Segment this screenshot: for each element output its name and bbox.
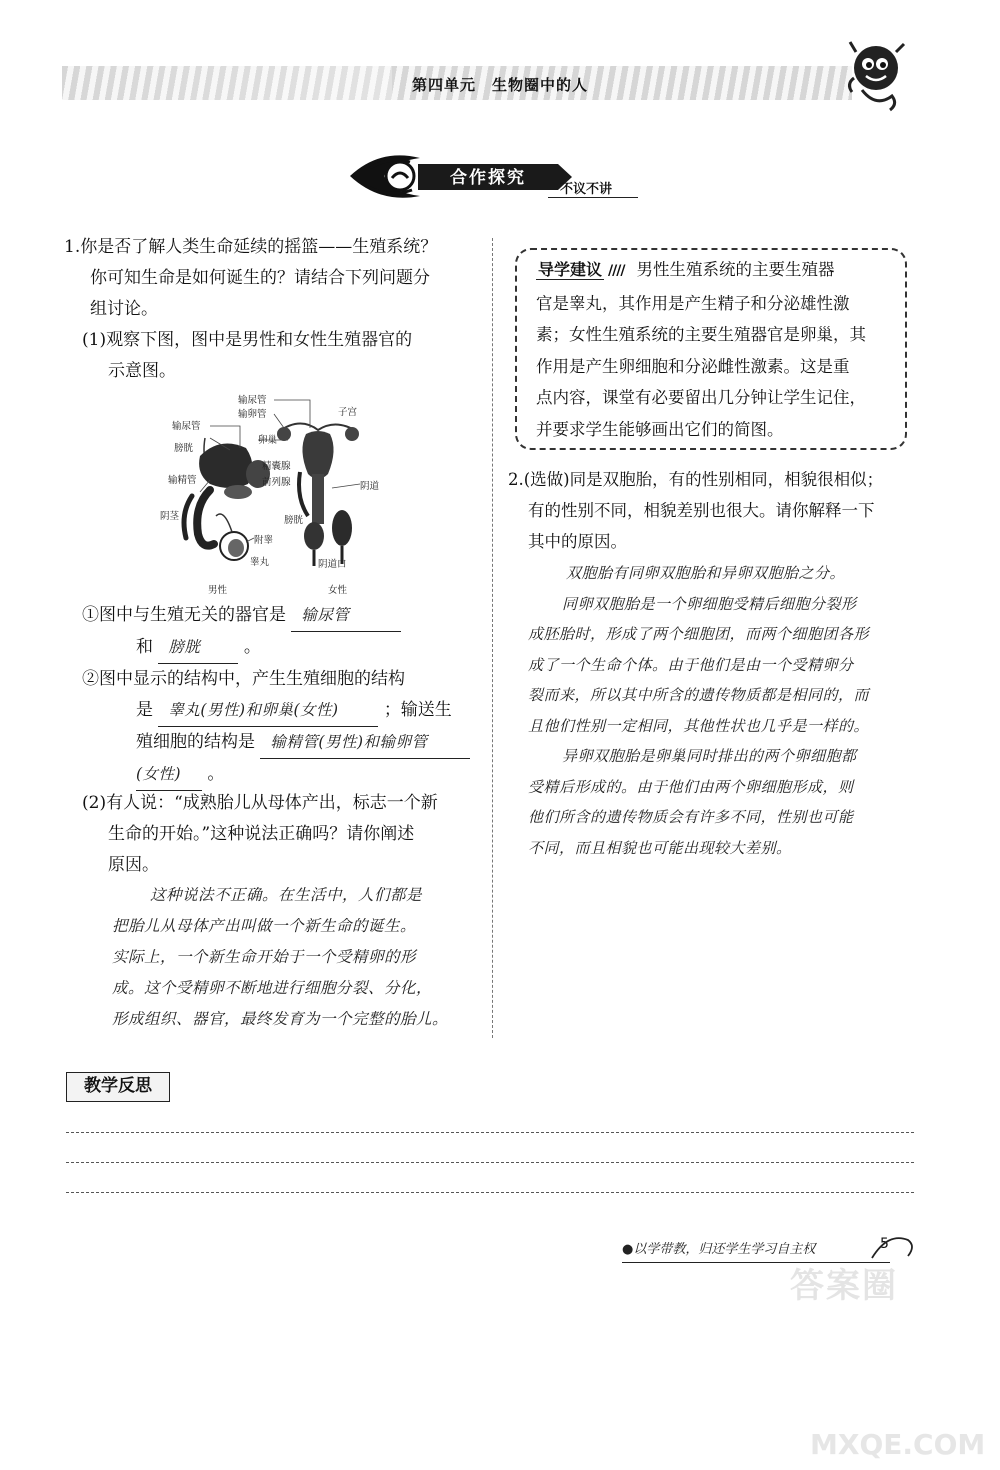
q2-answer (528, 558, 918, 863)
suggestion-text-1: 男性生殖系统的主要生殖器 (636, 260, 835, 279)
label-testis: 睾丸 (250, 557, 270, 568)
label-prostate: 前列腺 (262, 477, 291, 488)
label-vagina: 阴道 (360, 481, 380, 492)
label-bladder-left: 膀胱 (174, 443, 194, 454)
answer-line-5: 形成组织、器官，最终发育为一个完整的胎儿。 (112, 1010, 449, 1028)
watermark-logo: 答案圈 (790, 1266, 898, 1306)
answer-line-2: 把胎儿从母体产出叫做一个新生命的诞生。 (112, 917, 417, 935)
sub2-line-3 (82, 727, 482, 759)
q2-answer-line-2: 同卵双胞胎是一个卵细胞受精后细胞分裂形 (562, 594, 857, 613)
label-oviduct: 输卵管 (238, 409, 267, 420)
sub2-answer-2b: (女性) (136, 759, 202, 791)
reproductive-organs-diagram (150, 388, 410, 598)
q2-answer-line-1: 双胞胎有同卵双胞胎和异卵双胞胎之分。 (566, 564, 846, 582)
footer-slogan: ●以学带教，归还学生学习自主权 (622, 1242, 816, 1257)
suggestion-line-4: 作用是产生卵细胞和分泌雌性激素。这是重 (536, 356, 850, 376)
q1-part1-line-1: (1)观察下图，图中是男性和女性生殖器官的 (82, 330, 413, 350)
label-ureter-left: 输尿管 (172, 421, 201, 432)
sub2-line-2 (82, 695, 482, 727)
sub2-is: 是 (136, 700, 153, 720)
reflection-line-3 (66, 1192, 914, 1193)
sub2-line-4 (82, 759, 482, 791)
q1-part2-line-1: (2)有人说：“成熟胎儿从母体产出，标志一个新 (82, 793, 438, 813)
label-bladder-right: 膀胱 (284, 515, 304, 526)
watermark-url: MXQE.COM (810, 1428, 986, 1461)
q2-answer-line-8: 受精后形成的。由于他们由两个卵细胞形成，则 (528, 777, 854, 796)
q2-line-1: 2.(选做)同是双胞胎，有的性别相同，相貌很相似； (508, 470, 884, 489)
sub2-line-1: ②图中显示的结构中，产生生殖细胞的结构 (82, 669, 405, 689)
teaching-suggestion (536, 254, 902, 445)
q1-part2-line-2: 生命的开始。”这种说法正确吗？请你阐述 (108, 824, 415, 844)
suggestion-line-5: 点内容，课堂有必要留出几分钟让学生记住， (536, 388, 866, 407)
label-uterus: 子宫 (338, 407, 358, 418)
label-seminal-vesicle: 精囊腺 (262, 461, 291, 472)
question-1-part2 (82, 788, 482, 881)
q1-part2-line-3: 原因。 (108, 855, 159, 875)
sub2-answer-2a: 输精管(男性)和输卵管 (260, 727, 470, 759)
label-male: 男性 (208, 585, 228, 596)
suggestion-line-3: 素；女性生殖系统的主要生殖器官是卵巢，其 (536, 325, 866, 344)
unit-title: 第四单元 生物圈中的人 (411, 76, 588, 94)
page-number: 5 (880, 1236, 889, 1252)
q2-answer-line-4: 成了一个生命个体。由于他们是由一个受精卵分 (528, 655, 854, 674)
q1-part2-answer (108, 880, 488, 1035)
suggestion-line-2: 官是睾丸，其作用是产生精子和分泌雄性激 (536, 293, 850, 313)
sub2-period: 。 (207, 764, 225, 784)
sub1-answer-2: 膀胱 (158, 632, 238, 664)
section-tag-underline (548, 197, 638, 198)
sub2-transport: ；输送生 (383, 700, 452, 720)
answer-line-3: 实际上，一个新生命开始于一个受精卵的形 (112, 948, 417, 966)
q2-answer-line-10: 不同，而且相貌也可能出现较大差别。 (528, 838, 792, 857)
sub2-answer-1: 睾丸(男性)和卵巢(女性) (158, 695, 378, 727)
q2-line-2: 有的性别不同，相貌差别也很大。请你解释一下 (528, 501, 875, 520)
q2-answer-line-9: 他们所含的遗传物质会有许多不同，性别也可能 (528, 808, 854, 826)
suggestion-line-1 (536, 254, 902, 288)
sub1-line-1 (82, 600, 482, 632)
question-1 (64, 232, 484, 387)
question-1-subparts (82, 600, 482, 791)
reflection-line-1 (66, 1132, 914, 1133)
sub1-answer-1: 输尿管 (291, 600, 401, 632)
sub1-and: 和 (136, 637, 153, 657)
question-2 (508, 464, 918, 557)
cartoon-mascot-icon (842, 38, 912, 114)
q1-intro-line-2: 你可知生命是如何诞生的？请结合下列问题分 (90, 268, 430, 288)
label-vaginal-opening: 阴道口 (318, 559, 347, 570)
q2-line-3: 其中的原因。 (528, 532, 627, 551)
q1-intro-line-3: 组讨论。 (90, 299, 158, 319)
suggestion-title: 导学建议 (538, 260, 603, 279)
answer-line-4: 成。这个受精卵不断地进行细胞分裂、分化， (112, 979, 433, 997)
sub1-prompt: ①图中与生殖无关的器官是 (82, 605, 286, 625)
answer-line-1: 这种说法不正确。在生活中，人们都是 (150, 886, 423, 904)
q2-answer-line-3: 成胚胎时，形成了两个细胞团，而两个细胞团各形 (528, 625, 870, 643)
reflection-line-2 (66, 1162, 914, 1163)
reflection-title: 教学反思 (66, 1072, 170, 1102)
label-epididymis: 附睾 (254, 535, 274, 546)
section-badge-title: 合作探究 (450, 168, 526, 188)
q2-answer-line-6: 且他们性别一定相同，其他性状也几乎是一样的。 (528, 716, 870, 735)
q2-answer-line-5: 裂而来，所以其中所含的遗传物质都是相同的，而 (528, 686, 870, 704)
suggestion-line-6: 并要求学生能够画出它们的简图。 (536, 419, 784, 439)
label-female: 女性 (328, 585, 348, 596)
q2-answer-line-7: 异卵双胞胎是卵巢同时排出的两个卵细胞都 (562, 747, 857, 765)
column-divider (492, 238, 493, 1038)
q1-part1-line-2: 示意图。 (108, 361, 176, 381)
section-tag: 不议不讲 (560, 182, 613, 197)
sub1-line-2 (82, 632, 482, 664)
label-ureter-top: 输尿管 (238, 395, 267, 406)
label-vas-deferens: 输精管 (168, 475, 197, 486)
sub2-structure-is: 殖细胞的结构是 (136, 732, 255, 752)
q1-intro-line-1: 1.你是否了解人类生命延续的摇篮——生殖系统？ (64, 237, 438, 257)
slashes-decoration: //// (608, 263, 625, 279)
label-ovary: 卵巢 (258, 435, 278, 446)
sub1-period: 。 (243, 637, 261, 657)
label-penis: 阴茎 (160, 511, 180, 522)
